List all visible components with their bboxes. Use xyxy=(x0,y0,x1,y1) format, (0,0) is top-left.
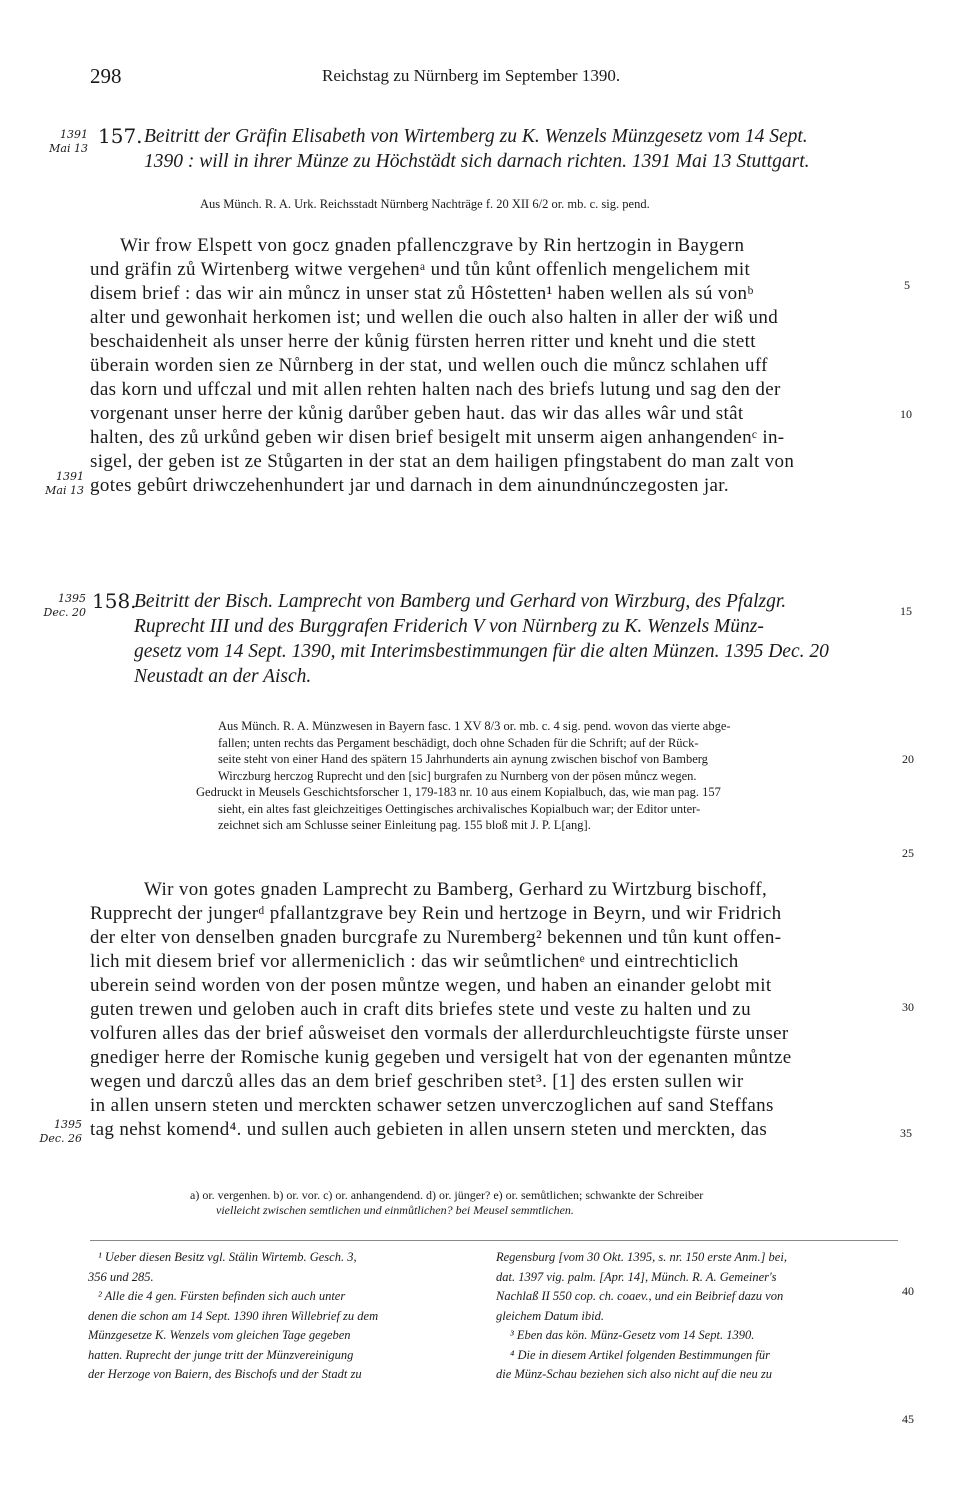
running-title: Reichstag zu Nürnberg im September 1390. xyxy=(322,66,621,85)
body-line: volfuren alles das der brief aůsweiset den vormals der allerdurchleuchtigste fürste unser xyxy=(90,1023,789,1044)
body-line: gnediger herre der Romische kunig gegeben und versigelt hat von der egenanten můntze xyxy=(90,1047,792,1068)
body-line: gotes gebûrt driwczehenhundert jar und darnach in dem ainundnúnczegosten jar. xyxy=(90,475,729,496)
body-line: und gräfin zů Wirtenberg witwe vergehenᵃ und tůn kůnt offenlich mengelichem mit xyxy=(90,259,751,280)
body-margin-date-157 xyxy=(36,470,84,498)
source-line: fallen; unten rechts das Pergament beschädigt, doch ohne Schaden für die Schrift; auf der Rück- xyxy=(218,735,699,750)
margin-day: Mai 13 xyxy=(45,484,84,497)
footnote-divider xyxy=(90,1240,898,1241)
body-line: disem brief : das wir ain můncz in unser stat zů Hôstetten¹ haben wellen als sú vonᵇ xyxy=(90,283,754,304)
footnotes-left-column xyxy=(88,1248,488,1385)
source-line: seite steht von einer Hand des spätern 15 Jahrhunderts ain aynung zwischen bischof von Bamberg xyxy=(218,752,708,766)
source-line: Gedruckt in Meusels Geschichtsforscher 1, 179-183 nr. 10 aus einem Kopialbuch, das, wie man pag. 157 xyxy=(196,785,721,799)
body-line: in allen unsern steten und merckten schawer setzen unverczoglichen auf sand Steffans xyxy=(90,1095,774,1116)
body-line: halten, des zů urkůnd geben wir disen brief besigelt mit unserm aigen anhangendenᶜ in- xyxy=(90,427,785,448)
page-number: 298 xyxy=(90,64,122,88)
margin-day: Mai 13 xyxy=(49,142,88,155)
body-line: uberein seind worden von der posen můntze wegen, und haben an einander gelobt mit xyxy=(90,975,772,996)
margin-day: Dec. 20 xyxy=(43,606,86,619)
body-line: alter und gewonhait herkomen ist; und wellen die ouch also halten in aller der wiß und xyxy=(90,307,779,328)
margin-year: 1391 xyxy=(56,470,84,483)
entry-number-158: 158. xyxy=(92,589,137,613)
line-number: 35 xyxy=(900,1126,912,1140)
apparatus-line: vielleicht zwischen semtlichen und einmůtlichen? bei Meusel semmtlichen. xyxy=(216,1203,574,1217)
footnote-line: die Münz-Schau beziehen sich also nicht auf die neu zu xyxy=(496,1367,772,1381)
margin-date-157 xyxy=(40,128,88,156)
footnote-line: Nachlaß II 550 cop. ch. coaev., und ein Beibrief dazu von xyxy=(496,1289,784,1303)
source-line: zeichnet sich am Schlusse seiner Einleitung pag. 155 bloß mit J. P. L[ang]. xyxy=(218,818,591,832)
line-number: 40 xyxy=(902,1284,914,1298)
title-line: Beitritt der Gräfin Elisabeth von Wirtemberg zu K. Wenzels Münzgesetz vom 14 Sept. xyxy=(144,126,808,147)
footnote-line: Münzgesetze K. Wenzels vom gleichen Tage gegeben xyxy=(88,1328,351,1342)
footnote-line: der Herzoge von Baiern, des Bischofs und der Stadt zu xyxy=(88,1367,362,1381)
line-number: 5 xyxy=(904,278,910,292)
margin-year: 1391 xyxy=(60,128,88,141)
body-line: guten trewen und geloben auch in craft dits briefes stete und veste zu halten und zu xyxy=(90,999,751,1020)
footnote-line: Regensburg [vom 30 Okt. 1395, s. nr. 150 erste Anm.] bei, xyxy=(496,1250,787,1264)
title-line: Ruprecht III und des Burggrafen Friderich V von Nürnberg zu K. Wenzels Münz- xyxy=(134,616,764,637)
footnote-line: ¹ Ueber diesen Besitz vgl. Stälin Wirtemb. Gesch. 3, xyxy=(98,1250,357,1264)
source-line: Wirczburg herczog Ruprecht und den [sic] burgrafen zu Nurnberg von der pösen můncz wegen. xyxy=(218,768,697,783)
margin-year: 1395 xyxy=(58,592,86,605)
footnote-line: hatten. Ruprecht der junge tritt der Münzvereinigung xyxy=(88,1347,354,1362)
body-line: der elter von denselben gnaden burcgrafe zu Nuremberg² bekennen und tůn kunt offen- xyxy=(90,927,782,948)
footnote-line: ³ Eben das kön. Münz-Gesetz vom 14 Sept. 1390. xyxy=(510,1328,755,1342)
body-line: Wir frow Elspett von gocz gnaden pfallenczgrave by Rin hertzogin in Baygern xyxy=(120,235,745,256)
footnote-line: gleichem Datum ibid. xyxy=(496,1308,604,1323)
body-157 xyxy=(90,234,898,498)
body-line: Rupprecht der jungerᵈ pfallantzgrave bey Rein und hertzoge in Beyrn, und wir Fridrich xyxy=(90,903,782,924)
footnote-line: 356 und 285. xyxy=(88,1269,154,1284)
footnote-line: denen die schon am 14 Sept. 1390 ihren Willebrief zu dem xyxy=(88,1308,379,1323)
title-line: Neustadt an der Aisch. xyxy=(134,666,312,687)
source-line: Aus Münch. R. A. Münzwesen in Bayern fasc. 1 XV 8/3 or. mb. c. 4 sig. pend. wovon das vierte abge- xyxy=(218,719,731,733)
body-line: sigel, der geben ist ze Stůgarten in der stat an dem hailigen pfingstabent do man zalt von xyxy=(90,451,795,472)
line-number: 10 xyxy=(900,407,912,421)
entry-title-157 xyxy=(144,124,904,174)
body-line: überain worden sien ze Nůrnberg in der stat, und wellen ouch die můncz schlahen uff xyxy=(90,355,768,376)
footnote-line: dat. 1397 vig. palm. [Apr. 14], Münch. R. A. Gemeiner's xyxy=(496,1269,777,1284)
source-157: Aus Münch. R. A. Urk. Reichsstadt Nürnberg Nachträge f. 20 XII 6/2 or. mb. c. sig. pend. xyxy=(200,197,650,211)
body-margin-date-158 xyxy=(34,1118,82,1146)
title-line: gesetz vom 14 Sept. 1390, mit Interimsbestimmungen für die alten Münzen. 1395 Dec. 20 xyxy=(134,641,829,662)
source-158 xyxy=(196,718,898,834)
critical-apparatus xyxy=(190,1188,900,1218)
footnote-line: ⁴ Die in diesem Artikel folgenden Bestimmungen für xyxy=(510,1347,770,1362)
line-number: 25 xyxy=(902,846,914,860)
apparatus-line: a) or. vergenhen. b) or. vor. c) or. anhangendend. d) or. jünger? e) or. semůtlichen; schwankte der Schreiber xyxy=(190,1188,704,1202)
line-number: 15 xyxy=(900,604,912,618)
title-line: Beitritt der Bisch. Lamprecht von Bamberg und Gerhard von Wirzburg, des Pfalzgr. xyxy=(134,591,787,612)
body-158 xyxy=(90,878,898,1142)
body-line: vorgenant unser herre der kůnig darůber geben haut. das wir das alles wâr und stât xyxy=(90,403,744,424)
margin-year: 1395 xyxy=(54,1118,82,1131)
body-line: wegen und darczů alles das an dem brief geschriben stet³. [1] des ersten sullen wir xyxy=(90,1071,744,1092)
line-number: 30 xyxy=(902,1000,914,1014)
entry-number-157: 157. xyxy=(98,124,143,148)
footnotes-right-column xyxy=(496,1248,896,1385)
margin-date-158 xyxy=(38,592,86,620)
footnote-line: ² Alle die 4 gen. Fürsten befinden sich auch unter xyxy=(98,1289,346,1303)
source-line: sieht, ein altes fast gleichzeitiges Oettingisches archivalisches Kopialbuch war; der Editor unter- xyxy=(218,801,701,816)
body-line: das korn und uffczal und mit allen rehten halten nach des briefs lutung und sag den der xyxy=(90,379,781,400)
line-number: 45 xyxy=(902,1412,914,1426)
body-line: tag nehst komend⁴. und sullen auch gebieten in allen unsern steten und merckten, das xyxy=(90,1119,768,1140)
body-line: Wir von gotes gnaden Lamprecht zu Bamberg, Gerhard zu Wirtzburg bischoff, xyxy=(144,879,768,900)
title-line: 1390 : will in ihrer Münze zu Höchstädt sich darnach richten. 1391 Mai 13 Stuttgart. xyxy=(144,151,810,172)
body-line: lich mit diesem brief vor allermeniclich : das wir seůmtlichenᵉ und eintrechticlich xyxy=(90,951,739,972)
entry-title-158 xyxy=(134,589,904,689)
body-line: beschaidenheit als unser herre der kůnig fürsten herren ritter und kneht und die stett xyxy=(90,331,756,352)
line-number: 20 xyxy=(902,752,914,766)
margin-day: Dec. 26 xyxy=(39,1132,82,1145)
